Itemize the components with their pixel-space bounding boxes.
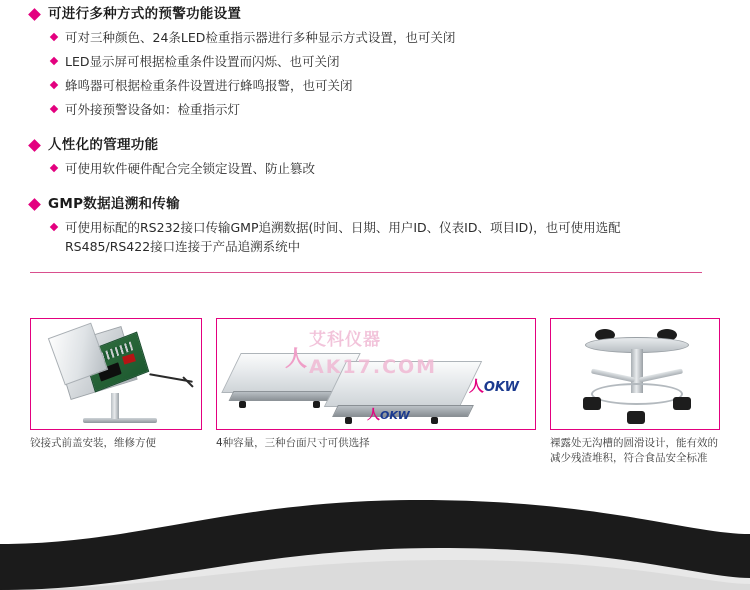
feature-items	[30, 218, 720, 256]
feature-group-heading	[30, 196, 720, 213]
photo-caption: 4种容量，三种台面尺寸可供选择	[216, 437, 370, 449]
hinged-front-cover-scale-photo	[31, 319, 201, 429]
feature-item-text: 可对三种颜色、24条LED检重指示器进行多种显示方式设置，也可关闭	[65, 30, 456, 45]
feature-group	[30, 6, 720, 119]
list-item	[51, 52, 720, 71]
photo-caption: 裸露处无沟槽的圆滑设计，能有效的减少残渣堆积，符合食品安全标准	[550, 437, 718, 464]
feature-group-title: GMP数据追溯和传输	[48, 196, 180, 212]
small-diamond-bullet-icon	[50, 33, 58, 41]
photo-frame	[216, 318, 536, 430]
photo-frame	[30, 318, 202, 430]
feature-group-title: 人性化的管理功能	[48, 137, 159, 153]
small-diamond-bullet-icon	[50, 81, 58, 89]
gallery-item	[30, 318, 202, 466]
brand-mark-icon: 人	[367, 408, 381, 423]
small-diamond-bullet-icon	[50, 223, 58, 231]
brand-mark-icon: 人	[468, 377, 484, 395]
gallery-item	[550, 318, 720, 466]
two-platform-scales-photo	[217, 319, 535, 429]
feature-item-text: 可外接预警设备如：检重指示灯	[65, 102, 241, 117]
feature-item-text: 可使用标配的RS232接口传输GMP追溯数据(时间、日期、用户ID、仪表ID、项目ID)，也可使用选配RS485/RS422接口连接于产品追溯系统中	[65, 220, 621, 254]
brand-logo	[367, 404, 410, 423]
round-open-frame-base-photo	[551, 319, 719, 429]
section-divider	[30, 272, 702, 273]
photo-caption: 铰接式前盖安装，维修方便	[30, 437, 156, 449]
watermark-mark-icon: 人	[285, 347, 308, 372]
feature-items	[30, 159, 720, 178]
list-item	[51, 159, 720, 178]
diamond-bullet-icon	[28, 8, 41, 21]
diamond-bullet-icon	[28, 139, 41, 152]
watermark-text: 艾科仪器 AK17.COM	[309, 330, 438, 378]
brand-logo	[469, 375, 519, 396]
photo-frame	[550, 318, 720, 430]
list-item	[51, 28, 720, 47]
feature-items	[30, 28, 720, 119]
small-diamond-bullet-icon	[50, 105, 58, 113]
feature-group	[30, 196, 720, 256]
feature-group-title: 可进行多种方式的预警功能设置	[48, 6, 242, 22]
feature-list	[0, 0, 750, 256]
feature-item-text: LED显示屏可根据检重条件设置而闪烁、也可关闭	[65, 54, 340, 69]
gallery-item	[216, 318, 536, 466]
feature-item-text: 蜂鸣器可根据检重条件设置进行蜂鸣报警，也可关闭	[65, 78, 353, 93]
small-diamond-bullet-icon	[50, 57, 58, 65]
feature-group-heading	[30, 137, 720, 154]
diamond-bullet-icon	[28, 198, 41, 211]
list-item	[51, 76, 720, 95]
list-item	[51, 100, 720, 119]
brand-name: OKW	[483, 380, 519, 395]
product-photo-gallery	[30, 318, 720, 466]
decorative-swoosh	[0, 498, 750, 590]
list-item	[51, 218, 720, 256]
feature-group-heading	[30, 6, 720, 23]
brand-name: OKW	[380, 409, 410, 422]
feature-item-text: 可使用软件硬件配合完全锁定设置、防止篡改	[65, 161, 316, 176]
feature-group	[30, 137, 720, 178]
small-diamond-bullet-icon	[50, 164, 58, 172]
